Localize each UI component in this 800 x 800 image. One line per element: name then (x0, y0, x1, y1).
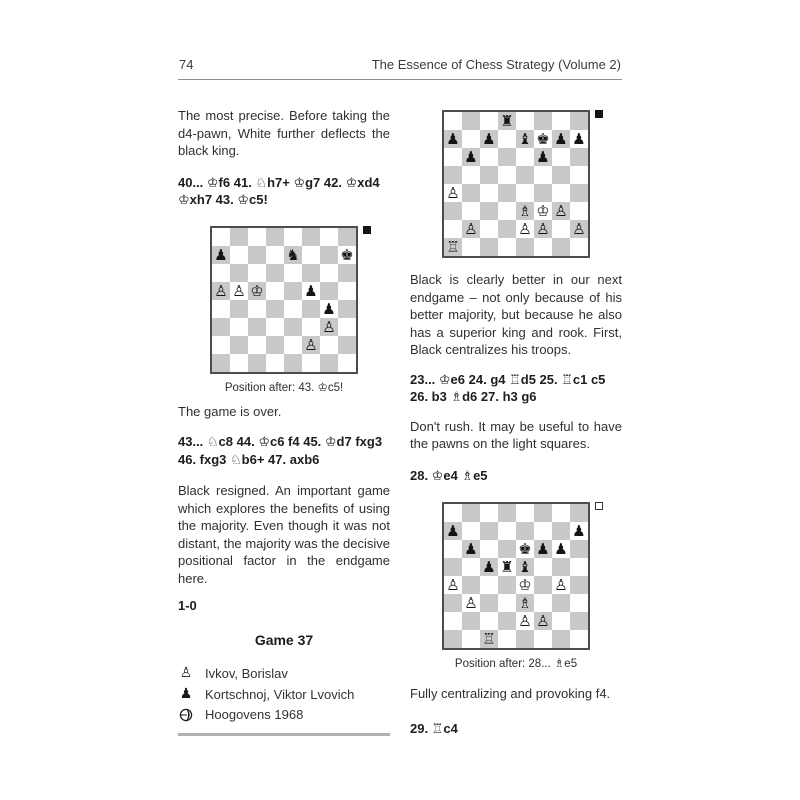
left-column (178, 107, 390, 737)
board-square-wP: ♙ (534, 220, 552, 238)
board-square (302, 354, 320, 372)
board-square (444, 540, 462, 558)
board-square (320, 336, 338, 354)
board-square (498, 184, 516, 202)
board-square (444, 594, 462, 612)
board-square-wK: ♔ (248, 282, 266, 300)
board-square (552, 166, 570, 184)
board-square (462, 184, 480, 202)
board-square (516, 184, 534, 202)
board-square (498, 612, 516, 630)
board-square (462, 202, 480, 220)
board-square (498, 540, 516, 558)
board-square (570, 558, 588, 576)
board-square (212, 354, 230, 372)
paragraph: The most precise. Before taking the d4-pawn, White further deflects the black king. (178, 108, 390, 158)
board-square (230, 228, 248, 246)
two-column-layout (178, 107, 622, 737)
board-square (320, 246, 338, 264)
board-square-wK: ♔ (516, 576, 534, 594)
board-square (498, 220, 516, 238)
board-square (516, 148, 534, 166)
board-square (444, 612, 462, 630)
board-square (480, 504, 498, 522)
board-square (552, 612, 570, 630)
board-square-bP: ♟ (534, 148, 552, 166)
paragraph: Black is clearly better in our next endgame – not only because of his better majority, but because he also has a superior king and rook. First, Black centralizes his troops. (410, 272, 622, 357)
board-square-wP: ♙ (462, 220, 480, 238)
board-square (480, 522, 498, 540)
right-column (410, 107, 622, 737)
board-square (266, 300, 284, 318)
board-square-bK: ♚ (516, 540, 534, 558)
move-list: 43... ♘c8 44. ♔c6 f4 45. ♔d7 fxg3 46. fxg3 ♘b6+ 47. axb6 (178, 434, 383, 467)
board-square (230, 300, 248, 318)
board-square (570, 202, 588, 220)
board-square-bP: ♟ (534, 540, 552, 558)
board-square (498, 522, 516, 540)
board-square-bB: ♝ (516, 558, 534, 576)
chess-board (442, 502, 590, 650)
board-square (444, 558, 462, 576)
board-square-wB: ♗ (516, 202, 534, 220)
diagram-caption: Position after: 28... ♗e5 (454, 658, 578, 670)
board-square (462, 558, 480, 576)
board-square (230, 264, 248, 282)
board-square (462, 112, 480, 130)
board-square (338, 354, 356, 372)
white-pawn-icon: ♙ (179, 665, 193, 681)
board-square-bR: ♜ (498, 558, 516, 576)
board-square (248, 336, 266, 354)
board-square (480, 594, 498, 612)
board-square (516, 166, 534, 184)
black-player-name: Kortschnoj, Viktor Lvovich (205, 686, 355, 702)
board-square (516, 112, 534, 130)
board-square (480, 612, 498, 630)
board-square (212, 336, 230, 354)
board-square-bP: ♟ (570, 522, 588, 540)
white-player-row (178, 665, 390, 681)
board-square (212, 318, 230, 336)
board-square (462, 630, 480, 648)
board-square (534, 558, 552, 576)
page-header (178, 57, 622, 80)
board-square (444, 504, 462, 522)
board-square (266, 336, 284, 354)
paragraph: Don't rush. It may be useful to have the pawns on the light squares. (410, 418, 622, 451)
board-square-wP: ♙ (516, 612, 534, 630)
board-square (462, 504, 480, 522)
board-square-wR: ♖ (444, 238, 462, 256)
board-square (570, 630, 588, 648)
board-square-wP: ♙ (552, 576, 570, 594)
board-square (552, 112, 570, 130)
board-square-bP: ♟ (212, 246, 230, 264)
board-square (552, 148, 570, 166)
board-square-wP: ♙ (570, 220, 588, 238)
board-square (302, 246, 320, 264)
board-square (302, 318, 320, 336)
board-square (552, 184, 570, 202)
board-square (570, 576, 588, 594)
board-square (552, 238, 570, 256)
move-list: 29. ♖c4 (410, 720, 458, 736)
board-square (570, 540, 588, 558)
chess-board (210, 226, 358, 374)
chess-diagram (210, 226, 358, 394)
board-square (444, 630, 462, 648)
board-square (266, 354, 284, 372)
board-square (498, 202, 516, 220)
board-square (570, 148, 588, 166)
board-square-bK: ♚ (534, 130, 552, 148)
board-square (480, 148, 498, 166)
board-square (552, 522, 570, 540)
board-square (570, 612, 588, 630)
board-square (230, 336, 248, 354)
board-square (498, 504, 516, 522)
globe-icon (178, 708, 194, 722)
board-square (212, 300, 230, 318)
board-square (338, 228, 356, 246)
chess-diagram (442, 502, 590, 670)
board-square-bP: ♟ (552, 540, 570, 558)
board-square-bK: ♚ (338, 246, 356, 264)
board-square (552, 630, 570, 648)
board-square-bP: ♟ (302, 282, 320, 300)
board-square (302, 264, 320, 282)
board-square-wP: ♙ (516, 220, 534, 238)
board-square (266, 282, 284, 300)
board-square-wP: ♙ (212, 282, 230, 300)
move-list: 23... ♔e6 24. g4 ♖d5 25. ♖c1 c5 26. b3 ♗d6 27. h3 g6 (410, 371, 606, 404)
paragraph: The game is over. (178, 403, 282, 419)
board-square (480, 202, 498, 220)
board-square (480, 238, 498, 256)
board-square (284, 336, 302, 354)
board-square (570, 594, 588, 612)
board-square (444, 148, 462, 166)
black-player-row (178, 686, 390, 702)
board-square (498, 130, 516, 148)
board-square (302, 228, 320, 246)
board-square-wP: ♙ (552, 202, 570, 220)
board-square (534, 504, 552, 522)
board-square (248, 228, 266, 246)
board-square (284, 318, 302, 336)
board-square (338, 318, 356, 336)
board-square (338, 264, 356, 282)
side-to-move-marker (363, 226, 371, 234)
board-square-wP: ♙ (534, 612, 552, 630)
board-square (534, 522, 552, 540)
board-square (552, 504, 570, 522)
board-square-bB: ♝ (516, 130, 534, 148)
board-square-wP: ♙ (444, 576, 462, 594)
white-player-name: Ivkov, Borislav (205, 665, 288, 681)
board-square (302, 300, 320, 318)
paragraph: Black resigned. An important game which explores the benefits of using the majority. Even though it was not distant, the majority was the decisive positional factor in the endgame here. (178, 483, 390, 586)
board-square (498, 148, 516, 166)
board-square (480, 576, 498, 594)
board-square (534, 184, 552, 202)
board-square (230, 318, 248, 336)
board-square (570, 184, 588, 202)
board-square (284, 228, 302, 246)
board-square (534, 630, 552, 648)
board-square (570, 238, 588, 256)
board-square (266, 228, 284, 246)
board-square (248, 300, 266, 318)
board-square (444, 112, 462, 130)
board-square (480, 112, 498, 130)
board-square (480, 184, 498, 202)
board-square-bP: ♟ (462, 540, 480, 558)
board-square (480, 540, 498, 558)
board-square (462, 238, 480, 256)
board-square-bR: ♜ (498, 112, 516, 130)
chess-board (442, 110, 590, 258)
board-square (498, 594, 516, 612)
board-square (338, 282, 356, 300)
board-square (516, 504, 534, 522)
board-square-bP: ♟ (570, 130, 588, 148)
board-square (498, 630, 516, 648)
board-square (230, 246, 248, 264)
board-square (284, 300, 302, 318)
board-square-wP: ♙ (320, 318, 338, 336)
board-square (248, 354, 266, 372)
event-row (178, 707, 390, 722)
board-square (444, 220, 462, 238)
game-result: 1-0 (178, 598, 197, 613)
board-square (570, 504, 588, 522)
board-square-bP: ♟ (320, 300, 338, 318)
board-square (320, 264, 338, 282)
page-number: 74 (179, 57, 194, 72)
board-square (462, 576, 480, 594)
board-square (266, 264, 284, 282)
board-square (230, 354, 248, 372)
diagram-caption: Position after: 43. ♔c5! (224, 381, 344, 394)
board-square (552, 220, 570, 238)
board-square (462, 130, 480, 148)
board-square-bP: ♟ (480, 130, 498, 148)
board-square (284, 264, 302, 282)
board-square-bP: ♟ (444, 130, 462, 148)
game-heading: Game 37 (254, 632, 314, 648)
book-title: The Essence of Chess Strategy (Volume 2) (371, 57, 621, 72)
board-square (266, 318, 284, 336)
board-square-wR: ♖ (480, 630, 498, 648)
board-square (534, 594, 552, 612)
black-pawn-icon: ♟ (179, 686, 193, 702)
board-square-wB: ♗ (516, 594, 534, 612)
page-content (178, 57, 622, 737)
board-square (444, 166, 462, 184)
board-square (320, 282, 338, 300)
board-square-bP: ♟ (444, 522, 462, 540)
board-square (248, 264, 266, 282)
board-square (570, 112, 588, 130)
board-square (480, 166, 498, 184)
board-square (212, 264, 230, 282)
board-square-wK: ♔ (534, 202, 552, 220)
board-square-bP: ♟ (462, 148, 480, 166)
side-to-move-marker (595, 502, 603, 510)
board-square (534, 238, 552, 256)
board-square (462, 166, 480, 184)
board-square (320, 228, 338, 246)
board-square (498, 238, 516, 256)
board-square-wP: ♙ (302, 336, 320, 354)
board-square (552, 594, 570, 612)
board-square (570, 166, 588, 184)
board-square (320, 354, 338, 372)
board-square (212, 228, 230, 246)
board-square (480, 220, 498, 238)
board-square (338, 336, 356, 354)
board-square (338, 300, 356, 318)
board-square (534, 166, 552, 184)
chess-diagram (442, 110, 590, 258)
board-square (284, 282, 302, 300)
board-square-wP: ♙ (444, 184, 462, 202)
board-square (552, 558, 570, 576)
paragraph: Fully centralizing and provoking f4. (410, 686, 611, 701)
section-separator (178, 733, 390, 736)
board-square-wP: ♙ (230, 282, 248, 300)
board-square (498, 166, 516, 184)
board-square (462, 612, 480, 630)
board-square-bN: ♞ (284, 246, 302, 264)
board-square (266, 246, 284, 264)
board-square (516, 238, 534, 256)
event-name: Hoogovens 1968 (205, 707, 304, 722)
board-square (248, 318, 266, 336)
move-list: 40... ♔f6 41. ♘h7+ ♔g7 42. ♔xd4 ♔xh7 43. ♔c5! (178, 174, 380, 207)
board-square-bP: ♟ (552, 130, 570, 148)
board-square (516, 630, 534, 648)
board-square (534, 112, 552, 130)
board-square-bP: ♟ (480, 558, 498, 576)
board-square (444, 202, 462, 220)
move-list: 28. ♔e4 ♗e5 (410, 467, 488, 483)
players-block (178, 665, 390, 722)
side-to-move-marker (595, 110, 603, 118)
board-square (248, 246, 266, 264)
board-square (284, 354, 302, 372)
board-square-wP: ♙ (462, 594, 480, 612)
board-square (498, 576, 516, 594)
board-square (516, 522, 534, 540)
board-square (534, 576, 552, 594)
board-square (462, 522, 480, 540)
